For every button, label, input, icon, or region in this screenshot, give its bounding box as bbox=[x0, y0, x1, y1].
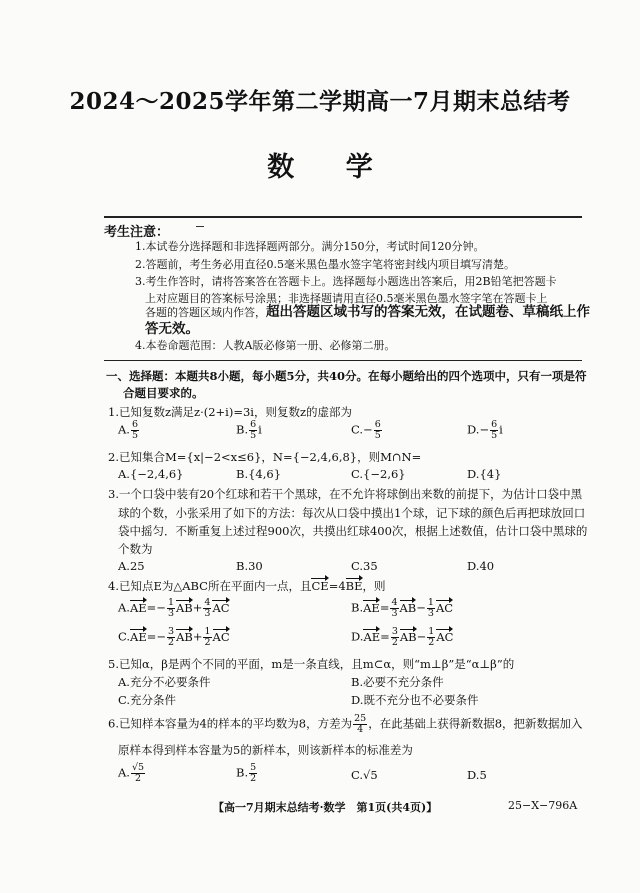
question-4-option-d: D.AE= $\frac{3}{2}$ AB− $\frac{1}{2}$ AC bbox=[351, 626, 454, 648]
question-1-stem: 1.已知复数z满足z·(2+i)=3i，则复数z的虚部为 bbox=[108, 405, 353, 419]
notice-item-1: 1.本试卷分选择题和非选择题两部分。满分150分，考试时间120分钟。 bbox=[135, 240, 485, 253]
question-3-option-d: D.40 bbox=[467, 559, 495, 573]
notice-top-rule bbox=[104, 216, 582, 218]
question-6-option-b: B. $\frac{5}{2}$ bbox=[236, 762, 257, 784]
section-heading-line1: 一、选择题：本题共8小题，每小题5分，共40分。在每小题给出的四个选项中，只有一项是符 bbox=[106, 369, 587, 383]
question-6-option-a: A. $\frac{√5}{2}$ bbox=[118, 762, 145, 784]
question-1-option-b: B. $\frac{6}{5}$ i bbox=[236, 419, 262, 441]
question-3-line2: 球的个数，小张采用了如下的方法：每次从口袋中摸出1个球，记下球的颜色后再把球放回口 bbox=[118, 506, 586, 520]
question-5-option-c: C.充分条件 bbox=[118, 693, 177, 707]
question-2-option-a: A.{−2,4,6} bbox=[118, 467, 184, 481]
question-2-option-b: B.{4,6} bbox=[236, 467, 282, 481]
section-heading-line2: 合题目要求的。 bbox=[123, 386, 204, 400]
question-5-stem: 5.已知α，β是两个不同的平面，m是一条直线，且m⊂α，则“m⊥β”是“α⊥β”的 bbox=[108, 657, 515, 671]
notice-item-3-line3 bbox=[145, 300, 590, 320]
question-3-line4: 个数为 bbox=[118, 542, 153, 556]
question-2-stem: 2.已知集合M={x|−2<x≤6}，N={−2,4,6,8}，则M∩N= bbox=[108, 450, 422, 464]
question-1-option-c: C.− $\frac{6}{5}$ bbox=[351, 419, 381, 441]
page-footer: 【高一7月期末总结考·数学 第1页(共4页)】 bbox=[213, 801, 438, 814]
paper-code: 25−X−796A bbox=[508, 799, 578, 812]
notice-item-3-emphasis: 超出答题区域书写的答案无效，在试题卷、草稿纸上作 bbox=[266, 304, 590, 320]
question-1-option-a: A. $\frac{6}{5}$ bbox=[118, 419, 139, 441]
question-3-line3: 袋中摇匀．不断重复上述过程900次，共摸出红球400次，根据上述数值，估计口袋中黑球的 bbox=[118, 524, 588, 538]
question-4-option-b: B.AE= $\frac{4}{3}$ AB− $\frac{1}{3}$ AC bbox=[351, 597, 454, 619]
subject-title: 数 学 bbox=[267, 152, 373, 183]
question-3-option-c: C.35 bbox=[351, 559, 378, 573]
question-6-line1: 6.已知样本容量为4的样本的平均数为8，方差为 $\frac{25}{4}$ ，在此基础上获得新数据8，把新数据加入 bbox=[108, 713, 583, 735]
question-3-option-a: A.25 bbox=[118, 559, 145, 573]
question-5-option-b: B.必要不充分条件 bbox=[351, 675, 444, 689]
notice-heading: 考生注意： bbox=[104, 225, 170, 240]
question-5-option-a: A.充分不必要条件 bbox=[118, 675, 211, 689]
question-5-option-d: D.既不充分也不必要条件 bbox=[351, 693, 479, 707]
notice-item-3-line2: 上对应题目的答案标号涂黑；非选择题请用直径0.5毫米黑色墨水签字笔在答题卡上 bbox=[145, 292, 548, 305]
question-4-option-a: A.AE=− $\frac{1}{3}$ AB+ $\frac{4}{3}$ AC bbox=[118, 597, 230, 619]
question-4-option-c: C.AE=− $\frac{3}{2}$ AB+ $\frac{1}{2}$ AC bbox=[118, 626, 230, 648]
question-6-option-c: C.√5 bbox=[351, 768, 378, 782]
notice-item-3-emphasis-end: 答无效。 bbox=[145, 321, 199, 337]
question-1-option-d: D.− $\frac{6}{5}$ i bbox=[467, 419, 503, 441]
question-6-option-d: D.5 bbox=[467, 768, 487, 782]
question-4-stem: 4.已知点E为△ABC所在平面内一点，且CE=4BE，则 bbox=[108, 579, 386, 593]
notice-item-4: 4.本卷命题范围：人教A版必修第一册、必修第二册。 bbox=[135, 339, 396, 352]
notice-mark bbox=[196, 226, 204, 227]
exam-title: 2024～2025学年第二学期高一7月期末总结考 bbox=[69, 88, 571, 115]
question-3-option-b: B.30 bbox=[236, 559, 263, 573]
notice-item-3: 3.考生作答时，请将答案答在答题卡上。选择题每小题选出答案后，用2B铅笔把答题卡 bbox=[135, 275, 557, 288]
question-6-line2: 原样本得到样本容量为5的新样本，则该新样本的标准差为 bbox=[118, 743, 413, 757]
question-2-option-c: C.{−2,6} bbox=[351, 467, 406, 481]
notice-item-2: 2.答题前，考生务必用直径0.5毫米黑色墨水签字笔将密封线内项目填写清楚。 bbox=[135, 258, 515, 271]
question-3-line1: 3.一个口袋中装有20个红球和若干个黑球，在不允许将球倒出来数的前提下，为估计口袋中黑 bbox=[108, 487, 583, 501]
notice-item-3-plain: 各题的答题区域内作答， bbox=[145, 306, 266, 319]
notice-bottom-rule bbox=[104, 360, 582, 361]
question-2-option-d: D.{4} bbox=[467, 467, 502, 481]
